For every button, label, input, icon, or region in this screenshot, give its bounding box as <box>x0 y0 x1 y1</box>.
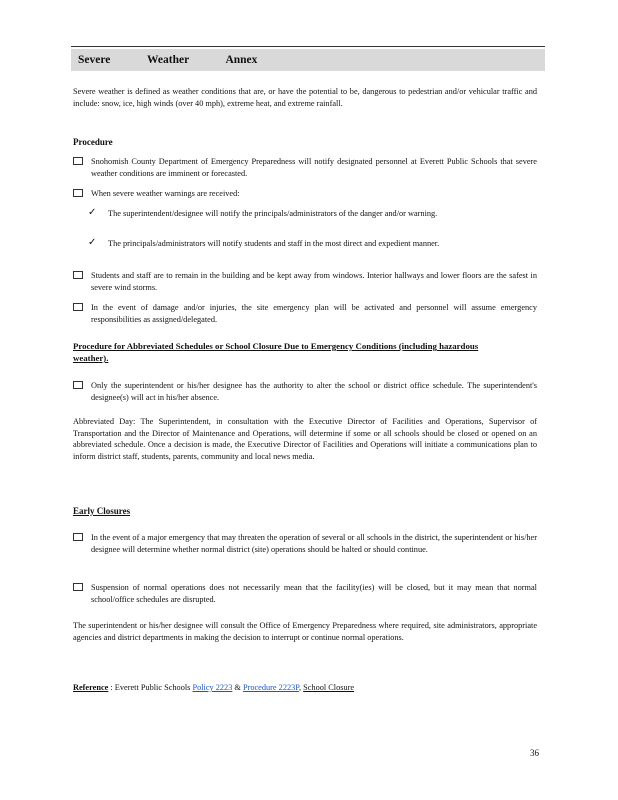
reference-comma: , <box>298 683 302 692</box>
reference-line <box>73 683 354 692</box>
list-item-text: In the event of damage and/or injuries, the site emergency plan will be activated and personnel will assume emergency responsibilities as assigned/delegated. <box>91 303 537 324</box>
check-item <box>88 238 504 250</box>
list-item <box>73 380 537 403</box>
checkmark-icon: ✓ <box>88 237 97 248</box>
list-item-text: Only the superintendent or his/her designee has the authority to alter the school or district office schedule. The superintendent's designee(s) will act in his/her absence. <box>91 381 537 402</box>
abbreviated-day-paragraph: Abbreviated Day: The Superintendent, in consultation with the Executive Director of Facilities and Operations, Supervisor of Transportation and the Director of Maintenance and Operations, will determine if some or all schools should be closed or opened on an abbreviated schedule. Once a decision is made, the Executive Director of Facilities and Operations will initiate a communications plan to inform district staff, students, parents, community and local news media. <box>73 417 537 461</box>
list-item <box>73 188 537 200</box>
title-word-1: Severe <box>78 54 111 66</box>
intro-paragraph: Severe weather is defined as weather conditions that are, or have the potential to be, dangerous to pedestrian and/or vehicular traffic and include: snow, ice, high winds (over 40 mph), extreme heat, and extreme rainfall. <box>73 87 537 108</box>
bullet-box-icon <box>73 303 83 311</box>
bullet-box-icon <box>73 533 83 541</box>
reference-separator: : <box>110 683 113 692</box>
check-item-text: The superintendent/designee will notify the principals/administrators of the danger and/or warning. <box>108 209 438 218</box>
reference-ampersand: & <box>234 683 241 692</box>
list-item <box>73 270 537 293</box>
list-item-text: Students and staff are to remain in the building and be kept away from windows. Interior hallways and lower floors are the safest in severe wind storms. <box>91 271 537 292</box>
section-title-bar <box>71 49 545 71</box>
list-item-text: Snohomish County Department of Emergency Preparedness will notify designated personnel at Everett Public Schools that severe weather conditions are imminent or forecasted. <box>91 157 537 178</box>
list-item <box>73 532 537 555</box>
list-item <box>73 582 537 605</box>
school-closure-title: School Closure <box>303 683 355 692</box>
list-item-text: Suspension of normal operations does not necessarily mean that the facility(ies) will be closed, but it may mean that normal school/office schedules are disrupted. <box>91 583 537 604</box>
checkmark-icon: ✓ <box>88 207 97 218</box>
check-item-text: The principals/administrators will notify students and staff in the most direct and expedient manner. <box>108 239 440 248</box>
title-word-3: Annex <box>225 54 258 66</box>
reference-label: Reference <box>73 683 109 692</box>
abbreviated-schedule-heading: Procedure for Abbreviated Schedules or School Closure Due to Emergency Conditions (including hazardous weather). <box>73 341 479 363</box>
consult-paragraph: The superintendent or his/her designee will consult the Office of Emergency Preparedness where required, site administrators, appropriate agencies and district departments in making the decision to interrupt or continue normal operations. <box>73 621 537 642</box>
bullet-box-icon <box>73 381 83 389</box>
check-item <box>88 208 504 220</box>
reference-org: Everett Public Schools <box>114 683 191 692</box>
list-item-text: In the event of a major emergency that may threaten the operation of several or all schools in the district, the superintendent or his/her designee will determine whether normal district (site) operations should be halted or should continue. <box>91 533 537 554</box>
list-item <box>73 156 537 179</box>
title-word-2: Weather <box>147 54 190 66</box>
title-rule <box>71 46 545 47</box>
bullet-box-icon <box>73 189 83 197</box>
early-closures-heading: Early Closures <box>73 506 131 516</box>
procedure-link[interactable]: Procedure 2223P <box>242 683 299 692</box>
procedure-heading: Procedure <box>73 137 113 147</box>
page-number: 36 <box>530 748 539 758</box>
policy-link[interactable]: Policy 2223 <box>192 683 233 692</box>
bullet-box-icon <box>73 271 83 279</box>
bullet-box-icon <box>73 583 83 591</box>
bullet-box-icon <box>73 157 83 165</box>
list-item <box>73 302 537 325</box>
list-item-text: When severe weather warnings are received: <box>91 189 240 198</box>
